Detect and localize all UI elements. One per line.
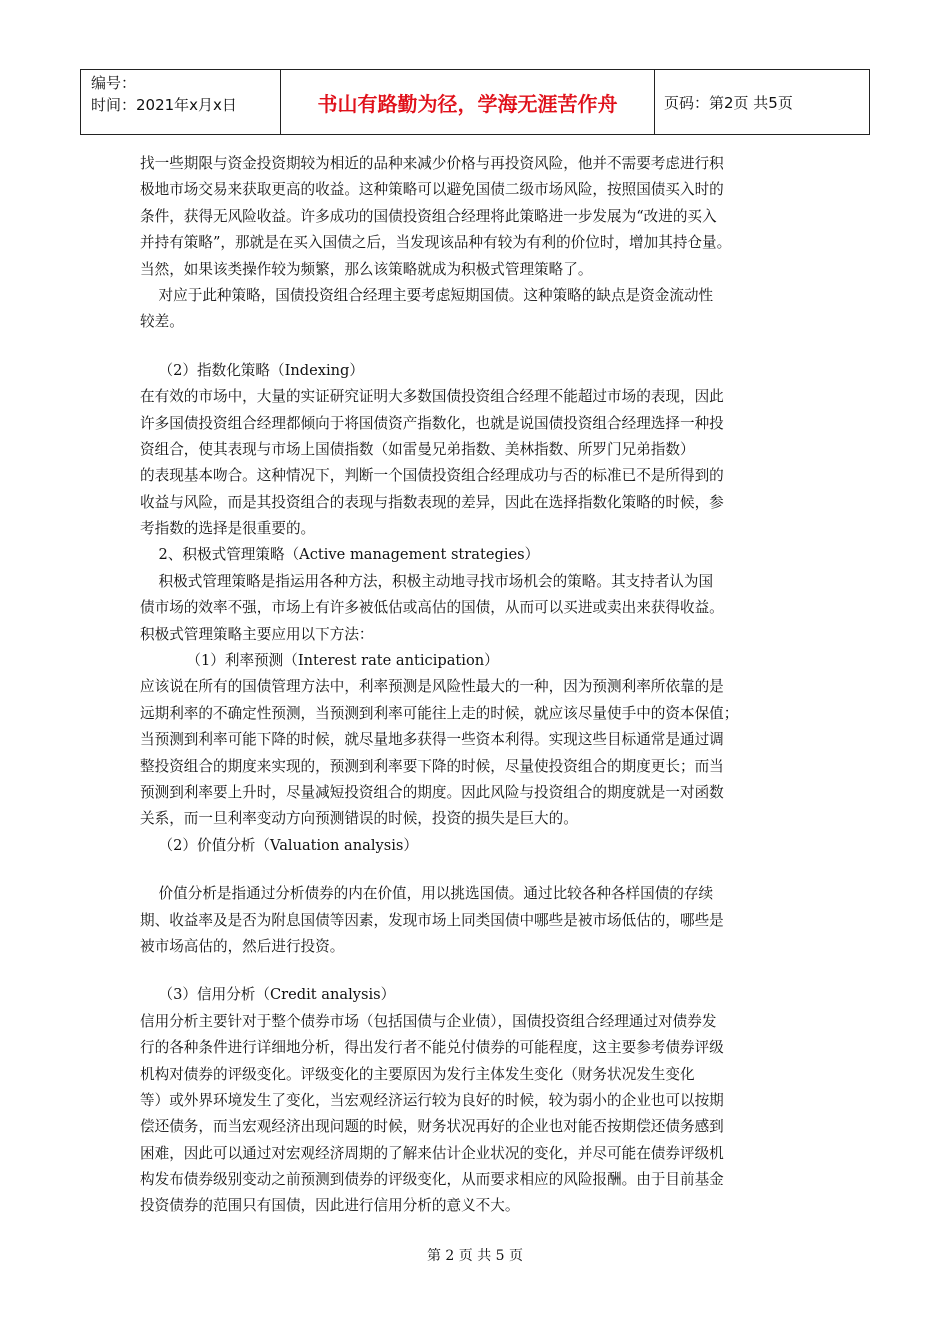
text-line: 对应于此种策略，国债投资组合经理主要考虑短期国债。这种策略的缺点是资金流动性 (140, 286, 714, 304)
blank-line (140, 859, 820, 881)
text-line: 在有效的市场中，大量的实证研究证明大多数国债投资组合经理不能超过市场的表现，因此 (140, 388, 724, 406)
text-line: 行的各种条件进行详细地分析，得出发行者不能兑付债券的可能程度，这主要参考债券评级 (140, 1039, 724, 1057)
text-line: 2、积极式管理策略（Active management strategies） (140, 546, 540, 564)
text-line: 困难，因此可以通过对宏观经济周期的了解来估计企业状况的变化，并尽可能在债券评级机 (140, 1144, 724, 1162)
text-line: 被市场高估的，然后进行投资。 (140, 937, 345, 955)
page-header (80, 69, 870, 135)
text-line: 当然，如果该类操作较为频繁，那么该策略就成为积极式管理策略了。 (140, 260, 593, 278)
text-line: 极地市场交易来获取更高的收益。这种策略可以避免国债二级市场风险，按照国债买入时的 (140, 181, 724, 199)
text-line: 并持有策略”，那就是在买入国债之后，当发现该品种有较为有利的价位时，增加其持仓量。 (140, 234, 732, 252)
text-line: 信用分析主要针对于整个债券市场（包括国债与企业债），国债投资组合经理通过对债券发 (140, 1012, 717, 1030)
text-line: 的表现基本吻合。这种情况下，判断一个国债投资组合经理成功与否的标准已不是所得到的 (140, 467, 724, 485)
text-line: 资组合，使其表现与市场上国债指数（如雷曼兄弟指数、美林指数、所罗门兄弟指数） (140, 440, 695, 458)
text-line: 许多国债投资组合经理都倾向于将国债资产指数化，也就是说国债投资组合经理选择一种投 (140, 414, 724, 432)
text-line: 构发布债券级别变动之前预测到债券的评级变化，从而要求相应的风险报酬。由于目前基金 (140, 1171, 724, 1189)
text-line: 较差。 (140, 313, 184, 331)
text-line: 收益与风险，而是其投资组合的表现与指数表现的差异，因此在选择指数化策略的时候，参 (140, 493, 724, 511)
text-line: 价值分析是指通过分析债券的内在价值，用以挑选国债。通过比较各种各样国债的存续 (140, 885, 714, 903)
text-line: 整投资组合的期度来实现的，预测到利率要下降的时候，尽量使投资组合的期度更长；而当 (140, 757, 724, 775)
text-line: 预测到利率要上升时，尽量减短投资组合的期度。因此风险与投资组合的期度就是一对函数 (140, 783, 724, 801)
blank-line (140, 336, 820, 358)
text-line: 条件，获得无风险收益。许多成功的国债投资组合经理将此策略进一步发展为“改进的买入 (140, 207, 717, 225)
document-body (140, 151, 820, 1220)
page-footer: 第 2 页 共 5 页 (426, 1248, 524, 1264)
text-line: 应该说在所有的国债管理方法中，利率预测是风险性最大的一种，因为预测利率所依靠的是 (140, 678, 724, 696)
text-line: 债市场的效率不强，市场上有许多被低估或高估的国债，从而可以买进或卖出来获得收益。 (140, 599, 724, 617)
header-meta (81, 70, 281, 134)
document-date-label: 时间：2021年x月x日 (91, 96, 237, 114)
text-line: （2）价值分析（Valuation analysis） (140, 836, 418, 854)
header-page-info: 页码：第2页 共5页 (664, 93, 793, 112)
text-line: 期、收益率及是否为附息国债等因素，发现市场上同类国债中哪些是被市场低估的，哪些是 (140, 911, 724, 929)
blank-line (140, 960, 820, 982)
text-line: （3）信用分析（Credit analysis） (140, 986, 396, 1004)
text-line: 找一些期限与资金投资期较为相近的品种来减少价格与再投资风险，他并不需要考虑进行积 (140, 155, 724, 172)
header-motto: 书山有路勤为径，学海无涯苦作舟 (281, 70, 655, 134)
text-line: 关系，而一旦利率变动方向预测错误的时候，投资的损失是巨大的。 (140, 810, 578, 828)
text-line: 积极式管理策略是指运用各种方法，积极主动地寻找市场机会的策略。其支持者认为国 (140, 572, 714, 590)
text-line: （2）指数化策略（Indexing） (140, 361, 364, 379)
text-line: 投资债券的范围只有国债，因此进行信用分析的意义不大。 (140, 1197, 520, 1215)
document-number-label: 编号： (91, 74, 137, 92)
text-line: （1）利率预测（Interest rate anticipation） (140, 652, 499, 670)
text-line: 等）或外界环境发生了变化，当宏观经济运行较为良好的时候，较为弱小的企业也可以按期 (140, 1091, 724, 1109)
text-line: 远期利率的不确定性预测，当预测到利率可能往上走的时候，就应该尽量使手中的资本保值； (140, 704, 739, 722)
text-line: 积极式管理策略主要应用以下方法： (140, 625, 374, 643)
text-line: 偿还债务，而当宏观经济出现问题的时候，财务状况再好的企业也对能否按期偿还债务感到 (140, 1118, 724, 1136)
text-line: 当预测到利率可能下降的时候，就尽量地多获得一些资本利得。实现这些目标通常是通过调 (140, 731, 724, 749)
text-line: 机构对债券的评级变化。评级变化的主要原因为发行主体发生变化（财务状况发生变化 (140, 1065, 695, 1083)
text-line: 考指数的选择是很重要的。 (140, 520, 316, 538)
